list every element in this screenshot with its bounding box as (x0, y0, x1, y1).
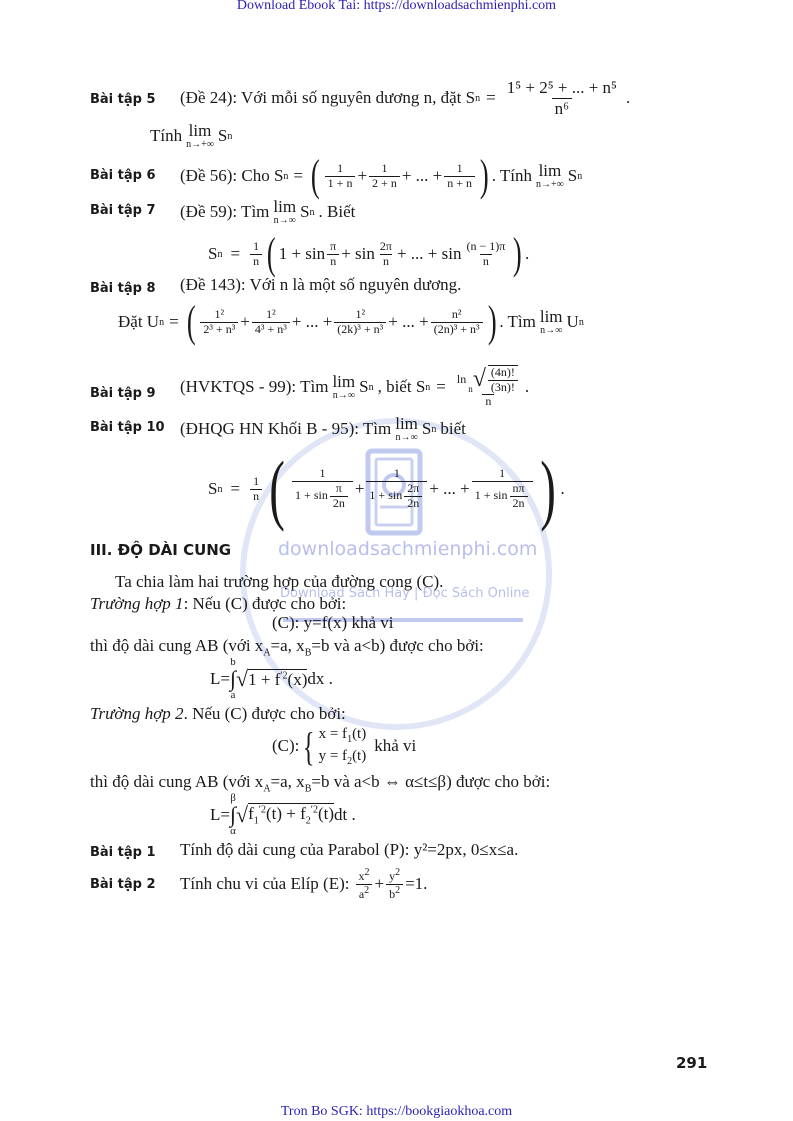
bt2-label: Bài tập 2 (90, 877, 156, 892)
ex9-label: Bài tập 9 (90, 386, 156, 401)
ex6-t2-num: 1 (381, 160, 388, 175)
ll2-c: =b và a<b ⇔ α≤t≤β) được cho bởi: (311, 772, 551, 791)
ex7-formula: S n = $\frac{1}{n}$ ( 1 + sin $\frac{\pi}{n}$ + sin $\frac{2\pi}{n}$ + ... + sin $\frac{(n - 1)\pi}{n}$ ) . (208, 229, 530, 278)
ex8-rparen: ) (487, 297, 497, 346)
ex7-i3-num: (n − 1)π (466, 238, 506, 253)
case1-text: : Nếu (C) được cho bởi: (183, 594, 347, 613)
length-line-2: thì độ dài cung AB (với $x_A=a$, $x_B=b$ và a<b ⇔ α≤t≤β) được cho bởi: (90, 772, 551, 795)
page-number: 291 (676, 1054, 708, 1072)
ex7-s-sub: n (309, 206, 315, 218)
length-line-1: thì độ dài cung AB (với $x_A=a$, $x_B=b$ và a<b) được cho bởi: (90, 636, 484, 659)
ex6-t2-den: 2 + n (369, 176, 400, 191)
ex8-prefix: Đặt U (118, 312, 160, 331)
ex8-t1-num: 1² (214, 306, 225, 321)
ex10-t2-num: 1 (393, 466, 400, 481)
ex10-t2-a: 2π (407, 481, 420, 496)
ex8-formula: Đặt U n = ( $\frac{\text{1²}}{\text{2³ + n³}}$ + $\frac{\text{1²}}{\text{4³ + n³}}$ + ... + $\frac{\text{1²}}{\text{(2k)³ + n³}}$ + ... + $\frac{\text{n²}}{\text{(2n)³ + n³}}$ ) . Tìm lim n→∞ U n (118, 297, 584, 346)
ex5-label: Bài tập 5 (90, 92, 156, 107)
ex9-text: (HVKTQS - 99): Tìm (180, 377, 329, 396)
ex8-t4-num: n² (451, 306, 462, 321)
bt2-frac-x: $\frac{x^2}{a^2}$ (355, 867, 372, 902)
ex10-lim-sub: n→∞ (395, 432, 418, 443)
ex6-statement: (Đề 56): Cho S n = ( $\frac{1}{1 + n}$ + $\frac{1}{2 + n}$ + ... + $\frac{1}{n + n}$ ) . Tính lim n→+∞ S n (180, 151, 583, 200)
section-title: III. ĐỘ DÀI CUNG (90, 541, 232, 559)
ex8-term-2 (252, 308, 290, 337)
ex10-rparen: ) (539, 445, 556, 532)
ex9-lim-word: lim (332, 372, 356, 391)
ex8-term-1 (200, 308, 238, 337)
ex5-sub: n (475, 92, 481, 104)
ex10-fn-num: 1 (253, 473, 260, 488)
ex8-lim-sub: n→∞ (540, 325, 563, 336)
ex10-t3-b: 2n (510, 496, 528, 511)
ex7-limit (273, 198, 296, 226)
ex5-fraction (504, 78, 620, 118)
bt2-after: =1. (405, 874, 428, 893)
ex6-term-1 (325, 162, 356, 191)
ex9-root-frac (488, 365, 518, 395)
footer-link[interactable]: Tron Bo SGK: https://bookgiaokhoa.com (280, 1104, 513, 1119)
ex7-rparen: ) (513, 229, 523, 278)
ex7-f-sub: n (217, 248, 223, 260)
ex7-i1-den: n (327, 254, 339, 269)
ex8-u: U (566, 312, 579, 331)
ex7-inner-3 (463, 240, 508, 269)
bt2-frac-y: $\frac{y^2}{b^2}$ (386, 867, 403, 902)
ex8-t3-num: 1² (355, 306, 366, 321)
watermark-site: downloadsachmienphi.com (278, 538, 538, 560)
case2-y: y = f (318, 748, 348, 764)
ex6-term-2 (369, 162, 400, 191)
ll2-a: thì độ dài cung AB (với x (90, 772, 264, 791)
ex10-s: S (421, 419, 432, 438)
ex6-lparen: ( (310, 151, 320, 200)
ex9-fraction (454, 365, 523, 409)
ex7-s: S (300, 202, 310, 221)
ex8-lim-word: lim (539, 307, 563, 326)
ex7-lparen: ( (266, 229, 276, 278)
ex6-t1-num: 1 (337, 160, 344, 175)
case2-line (90, 704, 346, 724)
ex5-s-sub: n (227, 130, 233, 142)
watermark-tagline: Download Sách Hay | Đọc Sách Online (280, 586, 530, 601)
ex6-t1-den: 1 + n (325, 176, 356, 191)
case1-curve: (C): y=f(x) khả vi (272, 613, 394, 632)
ex6-s: S (567, 166, 578, 185)
ex9-den: n (482, 394, 494, 409)
ex10-t3-den: 1 + sin $\frac{n\pi}{2n}$ (472, 481, 533, 511)
ex10-term-2 (366, 467, 427, 510)
ex10-lparen: ( (269, 445, 285, 532)
ll1-a: thì độ dài cung AB (với x (90, 636, 264, 655)
ex7-inner-1 (327, 240, 339, 269)
ex6-term-3 (444, 162, 475, 191)
ex7-frac (250, 240, 262, 269)
ex10-one-over-n (250, 475, 262, 504)
ex6-sub: n (283, 170, 289, 182)
ex9-root-num: (4n)! (490, 364, 515, 379)
ex9-after-sub: n (425, 381, 431, 393)
ll1-c: =b và a<b) được cho bởi: (311, 636, 484, 655)
ex10-t3-a: nπ (512, 481, 525, 496)
ll1-b: =a, x (270, 636, 305, 655)
ex10-label: Bài tập 10 (90, 420, 165, 435)
ex7-lim-word: lim (273, 197, 297, 216)
ex6-after: . Tính (491, 166, 533, 185)
ex10-term-1 (292, 467, 353, 510)
ex9-s: S (359, 377, 369, 396)
ex5-line2 (150, 122, 232, 150)
ex10-term-3 (472, 467, 533, 510)
formula-L1: L= b ∫ a √ $1 + f^{'2}(x)$ dx . (210, 656, 333, 701)
ex7-label: Bài tập 7 (90, 203, 156, 218)
ex10-t1-a: π (335, 481, 342, 496)
ex6-text: (Đề 56): Cho S (180, 166, 284, 185)
ex7-i3-den: n (480, 254, 492, 269)
ex6-label: Bài tập 6 (90, 168, 156, 183)
ex10-statement (180, 415, 466, 443)
ex10-t3-num: 1 (499, 466, 506, 481)
ex6-s-sub: n (577, 170, 583, 182)
ex5-s: S (217, 126, 228, 145)
bt1-text: Tính độ dài cung của Parabol (P): y²=2px, 0≤x≤a. (180, 840, 519, 859)
bt2-text: Tính chu vi của Elíp (E): (180, 874, 350, 893)
case2-brace: { (303, 723, 315, 769)
ex5-limit (186, 122, 214, 150)
ex7-f-s: S (208, 244, 218, 263)
ex7-frac-den: n (250, 254, 262, 269)
case1-label: Trường hợp 1 (90, 594, 184, 613)
ex10-text: (ĐHQG HN Khối B - 95): Tìm (180, 419, 392, 438)
ex5-statement: (Đề 24): Với mỗi số nguyên dương n, đặt S n = $\frac{\text{1⁵ + 2⁵ + ... + n⁵}}{\text{n⁶}}$ . (180, 77, 631, 118)
ex10-fn-den: n (250, 489, 262, 504)
ex7-i2-den: n (380, 254, 392, 269)
case2-text: . Nếu (C) được cho bởi: (183, 704, 346, 723)
ll2-b: =a, x (270, 772, 305, 791)
ex8-u-sub: n (159, 316, 165, 328)
ex6-limit (536, 162, 564, 190)
ex6-lim-word: lim (538, 161, 562, 180)
ex10-t2-b: 2n (404, 496, 422, 511)
ex5-num: 1⁵ + 2⁵ + ... + n⁵ (506, 77, 617, 97)
case2-system: (C): { $x = f_1(t)$ $y = f_2(t)$ khả vi (272, 723, 417, 769)
ex10-lim-word: lim (395, 414, 418, 433)
ex8-u2-sub: n (578, 316, 584, 328)
ex7-after: . Biết (318, 202, 356, 221)
ex8-text: (Đề 143): Với n là một số nguyên dương. (180, 275, 462, 294)
ex9-statement: (HVKTQS - 99): Tìm lim n→∞ S n , biết S n = ln n √ $\frac{(4n)!}{(3n)!}$ n . (180, 364, 530, 409)
ex5-text: (Đề 24): Với mỗi số nguyên dương n, đặt S (180, 88, 476, 107)
ex10-s-sub: n (431, 423, 437, 435)
ex8-t2-num: 1² (266, 306, 276, 321)
ex9-lim-sub: n→∞ (332, 390, 355, 401)
ex5-lim-sub: n→+∞ (186, 139, 214, 150)
ex6-t3-den: n + n (444, 176, 475, 191)
ex5-tinh: Tính (150, 126, 183, 145)
ex6-lim-sub: n→+∞ (536, 179, 564, 190)
case1-line (90, 594, 346, 614)
ex10-f-sub: n (217, 483, 223, 495)
ex10-t2-den: 1 + sin $\frac{2\pi}{2n}$ (366, 481, 427, 511)
ex8-lparen: ( (186, 297, 196, 346)
ex9-root-den: (3n)! (488, 380, 518, 395)
ex10-limit (395, 415, 418, 443)
ex7-lim-sub: n→∞ (273, 215, 296, 226)
header-link[interactable]: Download Ebook Tai: https://downloadsachmienphi.com (236, 0, 557, 13)
ex9-ln-root: ln n √ $\frac{(4n)!}{(3n)!}$ (454, 365, 523, 395)
ex8-label: Bài tập 8 (90, 281, 156, 296)
case2-x: x = f (318, 725, 348, 742)
ex7-statement (180, 198, 355, 226)
ex8-t4-den: (2n)³ + n³ (431, 322, 483, 337)
ex8-limit (540, 308, 563, 336)
ex9-after: , biết S (377, 377, 426, 396)
ex5-lim-word: lim (188, 121, 212, 140)
ex7-inner-2 (377, 240, 395, 269)
section-intro: Ta chia làm hai trường hợp của đường cong (C). (115, 572, 444, 591)
ex10-t1-b: 2n (330, 496, 348, 511)
bt1-label: Bài tập 1 (90, 845, 156, 860)
ex10-formula: S n = $\frac{1}{n}$ ( 1 1 + sin $\frac{\pi}{2n}$ + 1 1 + sin $\frac{2\pi}{2n}$ + ... + 1 1 + sin $\frac{n\pi}{2n}$ ) . (208, 445, 565, 532)
ex8-t2-den: 4³ + n³ (252, 322, 290, 337)
ex8-after: . Tìm (499, 312, 536, 331)
ex9-limit (332, 373, 355, 401)
ex10-after: biết (440, 419, 466, 438)
ex8-term-4 (431, 308, 483, 337)
ex10-t1-num: 1 (319, 466, 326, 481)
ex10-f-s: S (208, 479, 218, 498)
ex8-t1-den: 2³ + n³ (200, 322, 238, 337)
ex7-frac-num: 1 (253, 238, 260, 253)
ex8-t3-den: (2k)³ + n³ (334, 322, 386, 337)
case2-label: Trường hợp 2 (90, 704, 184, 723)
ex6-rparen: ) (479, 151, 489, 200)
ex7-i1-num: π (330, 238, 337, 253)
ex6-t3-num: 1 (456, 160, 463, 175)
ex8-term-3 (334, 308, 386, 337)
ex10-t1-den: 1 + sin $\frac{\pi}{2n}$ (292, 481, 353, 511)
ex7-i2-num: 2π (379, 238, 392, 253)
formula-L2: L= β ∫ α √ $f_1^{'2}(t) + f_2^{'2}(t)$ dt . (210, 792, 356, 837)
case2-after: khả vi (374, 736, 417, 755)
ex5-den: n⁶ (552, 98, 572, 119)
bt2-statement: Tính chu vi của Elíp (E): $\frac{x^2}{a^2}$ + $\frac{y^2}{b^2}$ =1. (180, 866, 428, 901)
ex9-s-sub: n (368, 381, 374, 393)
ex7-text: (Đề 59): Tìm (180, 202, 270, 221)
